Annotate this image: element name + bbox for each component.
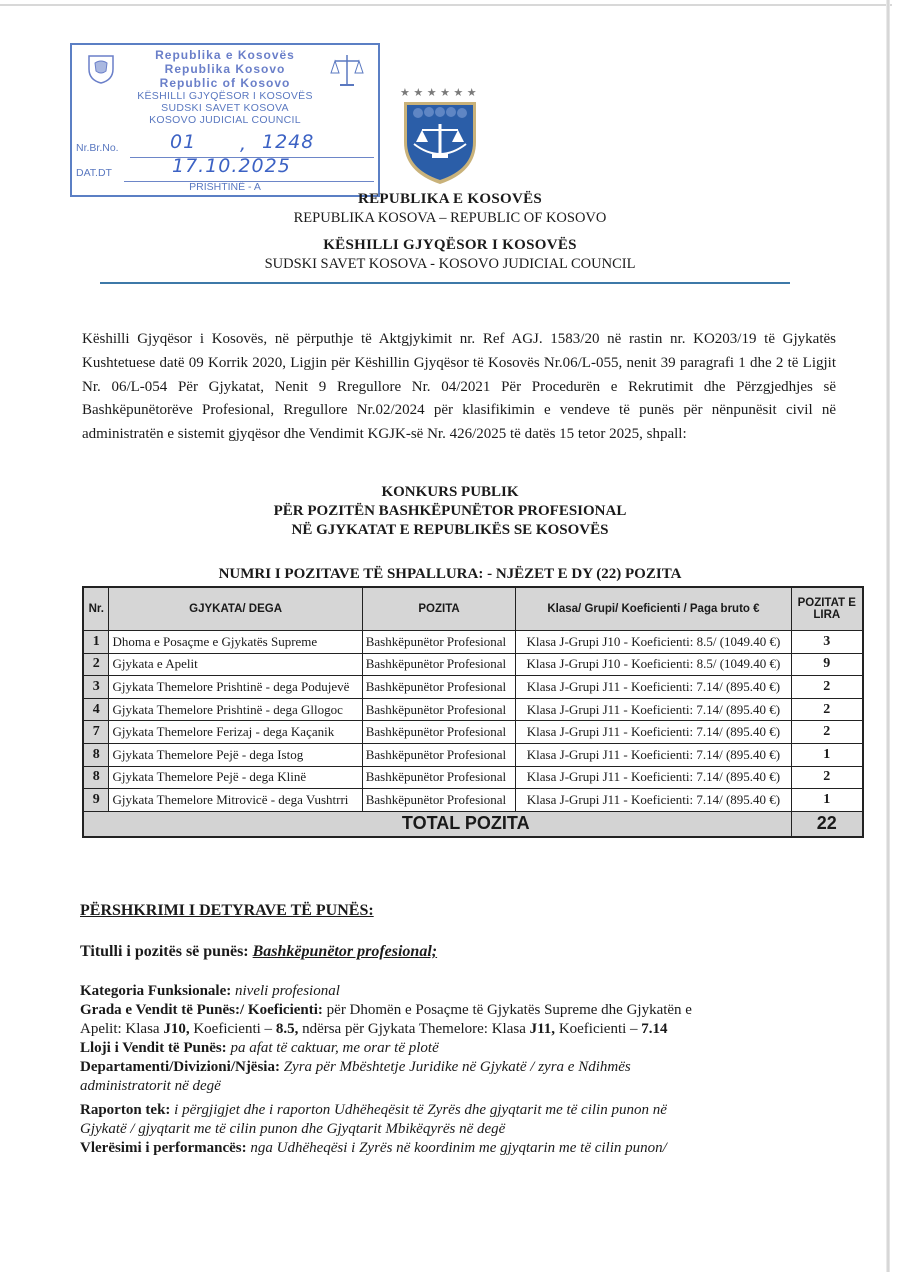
table-header-row: [83, 587, 863, 631]
evaluation-label: Vlerësimi i performancës:: [80, 1140, 251, 1156]
intro-paragraph: Këshilli Gjyqësor i Kosovës, në përputhje të Aktgjykimit nr. Ref AGJ. 1583/20 në rastin nr. KO203/19 të Gjykatës Kushtetuese datë 09 Korrik 2020, Ligjin për Këshillin Gjyqësor të Kosovës Nr.06/L-055, nenit 39 paragrafi 1 dhe 2 të Ligjit Nr. 06/L-054 Për Gjykatat, Nenit 9 Rregullore Nr. 04/2021 Për Procedurën e Rekrutimit dhe Përzgjedhjes së Bashkëpunëtorëve Profesional, Rregullore Nr.02/2024 për klasifikimin e vendeve të punës për nënpunësit civil në administratën e sistemit gjyqësor dhe Vendimit KGJK-së Nr. 426/2025 të datës 15 tetor 2025, shpall:: [82, 331, 836, 443]
row-grade: Klasa J-Grupi J10 - Koeficienti: 8.5/ (1049.40 €): [516, 631, 791, 654]
row-position: Bashkëpunëtor Profesional: [362, 698, 516, 721]
col-header-vacancies: POZITAT E LIRA: [791, 587, 863, 631]
grade-j10: J10,: [163, 1021, 190, 1037]
row-vacancies: 2: [791, 676, 863, 699]
grade-text-1: për Dhomën e Posaçme të Gjykatës Supreme dhe Gjykatën e: [326, 1002, 692, 1018]
competition-title: KONKURS PUBLIK: [381, 484, 519, 500]
header-council-serbian-english: SUDSKI SAVET KOSOVA - KOSOVO JUDICIAL COUNCIL: [264, 256, 636, 272]
row-grade: Klasa J-Grupi J11 - Koeficienti: 7.14/ (895.40 €): [516, 789, 791, 812]
row-position: Bashkëpunëtor Profesional: [362, 721, 516, 744]
row-grade: Klasa J-Grupi J10 - Koeficienti: 8.5/ (1049.40 €): [516, 653, 791, 676]
row-vacancies: 1: [791, 789, 863, 812]
row-vacancies: 2: [791, 721, 863, 744]
row-vacancies: 2: [791, 698, 863, 721]
header-council-albanian: KËSHILLI GJYQËSOR I KOSOVËS: [323, 237, 577, 253]
job-type-line: [80, 1040, 439, 1057]
row-position: Bashkëpunëtor Profesional: [362, 789, 516, 812]
row-court: Gjykata Themelore Prishtinë - dega Podujevë: [109, 676, 362, 699]
stamp-line-3: Republic of Kosovo: [159, 76, 291, 90]
competition-subtitle-courts: NË GJYKATAT E REPUBLIKËS SE KOSOVËS: [291, 522, 609, 538]
grade-line-2: [80, 1021, 668, 1038]
row-position: Bashkëpunëtor Profesional: [362, 766, 516, 789]
grade-text-2d: Koeficienti –: [555, 1021, 642, 1037]
stamp-date-label: DAT.DT: [76, 167, 112, 179]
row-nr: 2: [83, 653, 109, 676]
total-label: TOTAL POZITA: [83, 811, 791, 837]
svg-text:★ ★ ★ ★ ★ ★: ★ ★ ★ ★ ★ ★: [400, 86, 477, 99]
stamp-place: PRISHTINË - A: [189, 181, 261, 193]
category-line: [80, 983, 340, 1000]
grade-j11: J11,: [529, 1021, 556, 1037]
row-nr: 8: [83, 743, 109, 766]
registry-stamp: [70, 43, 380, 197]
stamp-line-4: KËSHILLI GJYQËSOR I KOSOVËS: [137, 90, 313, 102]
row-position: Bashkëpunëtor Profesional: [362, 676, 516, 699]
job-description-heading: PËRSHKRIMI I DETYRAVE TË PUNËS:: [80, 902, 374, 919]
job-type-label: Lloji i Vendit të Punës:: [80, 1040, 231, 1056]
reports-line-2: Gjykatë / gjyqtarit me të cilin punon dhe Gjyqtarit Mbikëqyrës në degë: [80, 1121, 506, 1137]
col-header-court: GJYKATA/ DEGA: [109, 587, 362, 631]
competition-subtitle-position: PËR POZITËN BASHKËPUNËTOR PROFESIONAL: [273, 503, 627, 519]
row-nr: 4: [83, 698, 109, 721]
scan-edge-top: [0, 4, 892, 6]
evaluation-line: [80, 1140, 667, 1157]
reports-value-1: i përgjigjet dhe i raporton Udhëheqësit të Zyrës dhe gjyqtarit me të cilin punon në: [174, 1102, 667, 1118]
row-nr: 1: [83, 631, 109, 654]
job-title-line: [80, 943, 437, 961]
row-grade: Klasa J-Grupi J11 - Koeficienti: 7.14/ (895.40 €): [516, 743, 791, 766]
row-grade: Klasa J-Grupi J11 - Koeficienti: 7.14/ (895.40 €): [516, 766, 791, 789]
header-divider: [100, 282, 790, 284]
category-value: niveli profesional: [235, 983, 340, 999]
evaluation-value: nga Udhëheqësi i Zyrës në koordinim me gjyqtarin me të cilin punon/: [250, 1140, 667, 1156]
stamp-number-part2: 1248: [262, 131, 315, 153]
header-republic-serbian-english: REPUBLIKA KOSOVA – REPUBLIC OF KOSOVO: [293, 210, 607, 226]
row-position: Bashkëpunëtor Profesional: [362, 743, 516, 766]
row-court: Gjykata Themelore Mitrovicë - dega Vushtrri: [109, 789, 362, 812]
row-grade: Klasa J-Grupi J11 - Koeficienti: 7.14/ (895.40 €): [516, 721, 791, 744]
grade-text-2b: Koeficienti –: [189, 1021, 276, 1037]
header-republic-albanian: REPUBLIKA E KOSOVËS: [357, 191, 543, 207]
row-court: Gjykata e Apelit: [109, 653, 362, 676]
stamp-number-label: Nr.Br.No.: [76, 142, 119, 154]
row-grade: Klasa J-Grupi J11 - Koeficienti: 7.14/ (895.40 €): [516, 676, 791, 699]
row-nr: 3: [83, 676, 109, 699]
reports-label: Raporton tek:: [80, 1102, 175, 1118]
table-row: [83, 743, 863, 766]
positions-count-heading: NUMRI I POZITAVE TË SHPALLURA: - NJËZET E DY (22) POZITA: [218, 566, 682, 582]
row-court: Gjykata Themelore Prishtinë - dega Gllogoc: [109, 698, 362, 721]
department-line-1: [80, 1059, 631, 1076]
row-court: Gjykata Themelore Ferizaj - dega Kaçanik: [109, 721, 362, 744]
positions-table: [82, 586, 864, 838]
stamp-line-6: KOSOVO JUDICIAL COUNCIL: [149, 114, 301, 126]
row-vacancies: 3: [791, 631, 863, 654]
reports-line-1: [80, 1102, 667, 1119]
table-row: [83, 766, 863, 789]
stamp-date-value: 17.10.2025: [172, 155, 291, 177]
department-label: Departamenti/Divizioni/Njësia:: [80, 1059, 284, 1075]
table-row: [83, 789, 863, 812]
row-vacancies: 2: [791, 766, 863, 789]
table-row: [83, 631, 863, 654]
row-grade: Klasa J-Grupi J11 - Koeficienti: 7.14/ (895.40 €): [516, 698, 791, 721]
job-type-value: pa afat të caktuar, me orar të plotë: [230, 1040, 439, 1056]
row-nr: 7: [83, 721, 109, 744]
col-header-position: POZITA: [362, 587, 516, 631]
row-court: Gjykata Themelore Pejë - dega Istog: [109, 743, 362, 766]
row-court: Dhoma e Posaçme e Gjykatës Supreme: [109, 631, 362, 654]
department-value-1: Zyra për Mbështetje Juridike në Gjykatë / zyra e Ndihmës: [283, 1059, 631, 1075]
category-label: Kategoria Funksionale:: [80, 983, 236, 999]
table-row: [83, 676, 863, 699]
job-title-value: Bashkëpunëtor profesional;: [252, 943, 438, 960]
total-value: 22: [791, 811, 863, 837]
kosovo-judicial-council-emblem-icon: [394, 84, 486, 186]
stamp-line-5: SUDSKI SAVET KOSOVA: [161, 102, 289, 114]
stamp-number-part1: 01: [170, 131, 197, 153]
department-line-2: administratorit në degë: [80, 1078, 221, 1094]
grade-line-1: [80, 1002, 692, 1019]
row-position: Bashkëpunëtor Profesional: [362, 631, 516, 654]
row-court: Gjykata Themelore Pejë - dega Klinë: [109, 766, 362, 789]
grade-text-2c: ndërsa për Gjykata Themelore: Klasa: [298, 1021, 530, 1037]
row-nr: 9: [83, 789, 109, 812]
row-vacancies: 1: [791, 743, 863, 766]
row-vacancies: 9: [791, 653, 863, 676]
stamp-number-sep: ,: [240, 133, 248, 155]
table-total-row: [83, 811, 863, 837]
grade-label: Grada e Vendit të Punës:/ Koeficienti:: [80, 1002, 327, 1018]
stamp-line-2: Republika Kosovo: [164, 62, 286, 76]
table-row: [83, 721, 863, 744]
grade-text-2a: Apelit: Klasa: [80, 1021, 164, 1037]
grade-coef-714: 7.14: [641, 1021, 668, 1037]
col-header-grade: Klasa/ Grupi/ Koeficienti / Paga bruto €: [516, 587, 791, 631]
stamp-line-1: Republika e Kosovës: [155, 48, 295, 62]
job-title-label: Titulli i pozitës së punës:: [80, 943, 253, 960]
col-header-nr: Nr.: [83, 587, 109, 631]
row-position: Bashkëpunëtor Profesional: [362, 653, 516, 676]
grade-coef-85: 8.5,: [275, 1021, 299, 1037]
row-nr: 8: [83, 766, 109, 789]
table-row: [83, 698, 863, 721]
table-row: [83, 653, 863, 676]
